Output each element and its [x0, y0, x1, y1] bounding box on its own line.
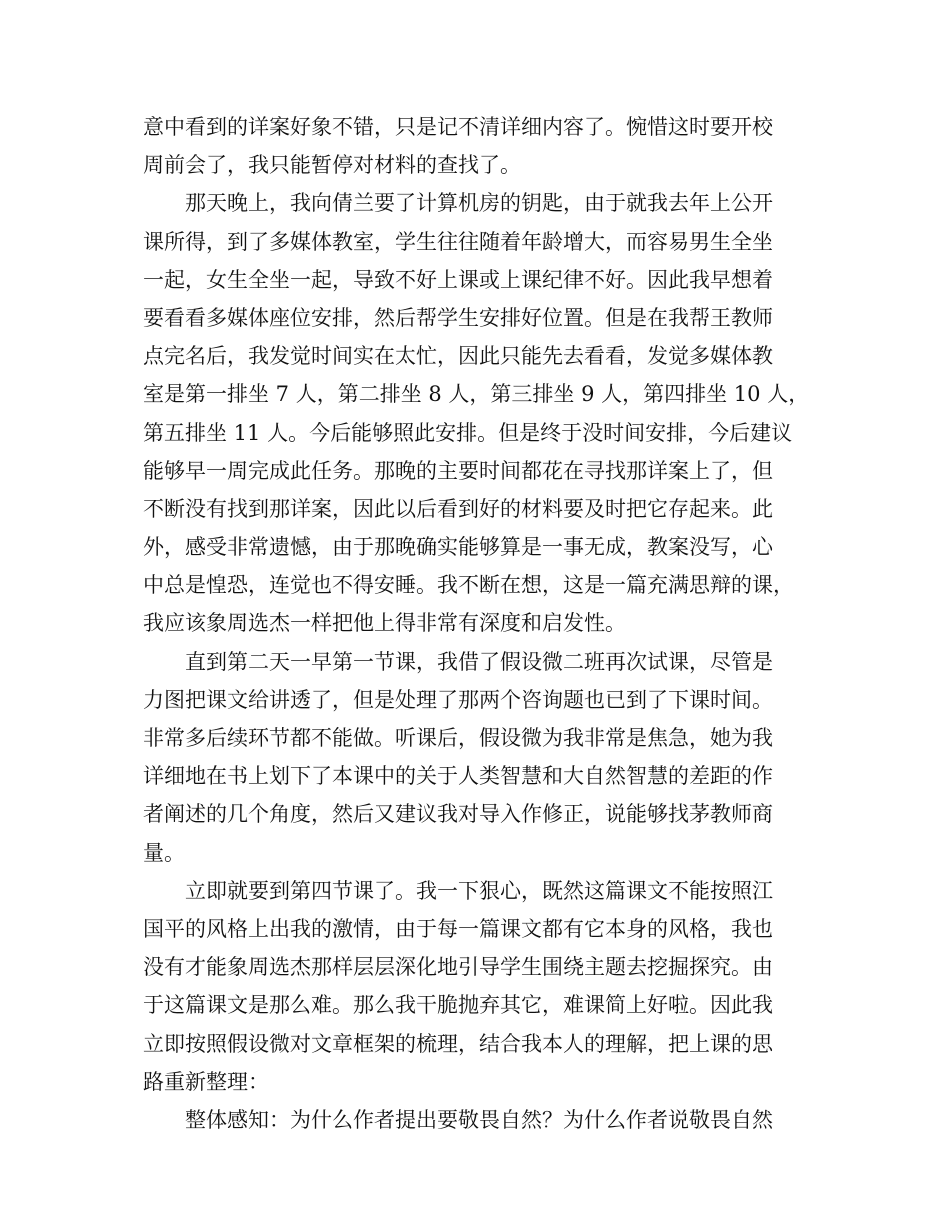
paragraph-first-line: 整体感知：为什么作者提出要敬畏自然？为什么作者说敬畏自然 — [185, 1107, 773, 1132]
text-line: 力图把课文给讲透了，但是处理了那两个咨询题也已到了下课时间。 — [143, 687, 773, 712]
text-line: 我应该象周选杰一样把他上得非常有深度和启发性。 — [143, 611, 626, 636]
body-text — [143, 108, 823, 1139]
text-line: 能够早一周完成此任务。那晚的主要时间都花在寻找那详案上了，但 — [143, 458, 773, 483]
text-line: 意中看到的详案好象不错，只是记不清详细内容了。惋惜这时要开校 — [143, 115, 773, 139]
text-line: 室是第一排坐 7 人，第二排坐 8 人，第三排坐 9 人，第四排坐 10 人， — [143, 382, 810, 407]
text-line: 周前会了，我只能暂停对材料的查找了。 — [143, 153, 521, 178]
text-line: 于这篇课文是那么难。那么我干脆抛弃其它，难课简上好啦。因此我 — [143, 993, 773, 1018]
text-line: 量。 — [143, 840, 185, 865]
paragraph-first-line: 那天晚上，我向倩兰要了计算机房的钥匙，由于就我去年上公开 — [185, 191, 773, 216]
text-line: 不断没有找到那详案，因此以后看到好的材料要及时把它存起来。此 — [143, 496, 773, 521]
text-line: 点完名后，我发觉时间实在太忙，因此只能先去看看，发觉多媒体教 — [143, 344, 773, 369]
paragraph-first-line: 直到第二天一早第一节课，我借了假设微二班再次试课，尽管是 — [185, 649, 773, 674]
text-line: 外，感受非常遗憾，由于那晚确实能够算是一事无成，教案没写，心 — [143, 535, 773, 560]
text-line: 中总是惶恐，连觉也不得安睡。我不断在想，这是一篇充满思辩的课， — [143, 573, 794, 598]
text-line: 第五排坐 11 人。今后能够照此安排。但是终于没时间安排，今后建议 — [143, 420, 793, 445]
text-line: 一起，女生全坐一起，导致不好上课或上课纪律不好。因此我早想着 — [143, 267, 773, 292]
text-line: 立即按照假设微对文章框架的梳理，结合我本人的理解，把上课的思 — [143, 1031, 773, 1056]
text-line: 要看看多媒体座位安排，然后帮学生安排好位置。但是在我帮王教师 — [143, 305, 773, 330]
text-line: 路重新整理： — [143, 1069, 269, 1094]
text-line: 详细地在书上划下了本课中的关于人类智慧和大自然智慧的差距的作 — [143, 764, 773, 789]
text-line: 国平的风格上出我的激情，由于每一篇课文都有它本身的风格，我也 — [143, 916, 773, 941]
text-line: 者阐述的几个角度，然后又建议我对导入作修正，说能够找茅教师商 — [143, 802, 773, 827]
text-line: 课所得，到了多媒体教室，学生往往随着年龄增大，而容易男生全坐 — [143, 229, 773, 254]
text-line: 非常多后续环节都不能做。听课后，假设微为我非常是焦急，她为我 — [143, 726, 773, 750]
paragraph-first-line: 立即就要到第四节课了。我一下狠心，既然这篇课文不能按照江 — [185, 878, 773, 903]
text-line: 没有才能象周选杰那样层层深化地引导学生围绕主题去挖掘探究。由 — [143, 955, 773, 980]
